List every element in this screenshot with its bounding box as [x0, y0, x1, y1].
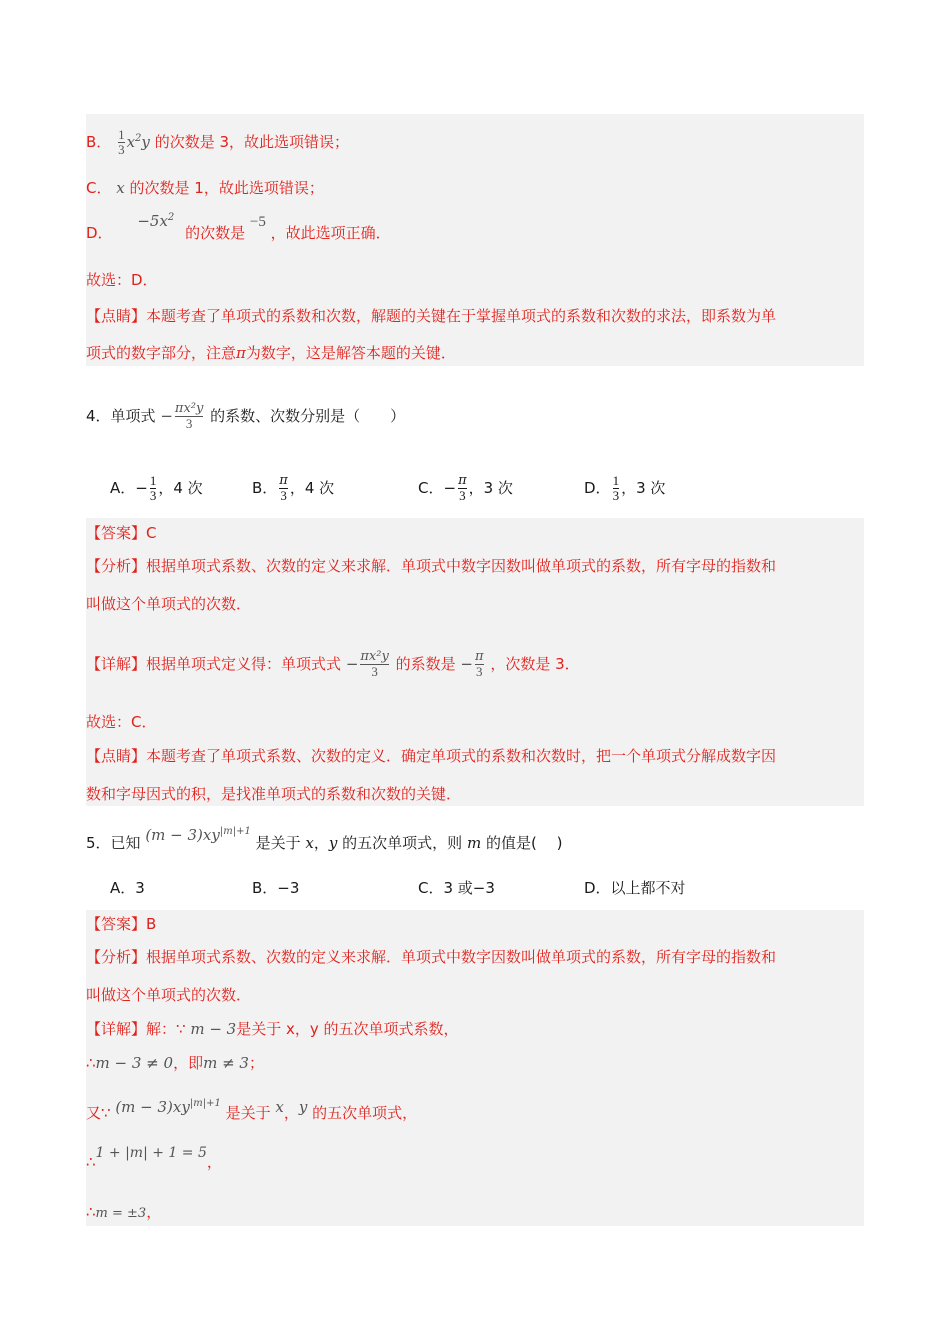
q4-detail-text-c: ，次数是 3． — [490, 655, 580, 673]
q3-note-text2a: 项式的数字部分，注意 — [86, 344, 237, 362]
q5-step1-expr: m − 3 ≠ 0 — [95, 1054, 174, 1072]
q4-c-tail: ，3 次 — [468, 479, 513, 497]
q5-detail-tag: 【详解】 — [86, 1020, 147, 1038]
q4-expr-num: πx²y — [174, 401, 204, 416]
q4-prefix: 4．单项式 — [86, 407, 156, 425]
q5-step4-expr: m = ±3 — [95, 1206, 147, 1221]
q3-c-prefix: C． — [86, 179, 112, 197]
q5-detail-text-a: 解：∵ — [146, 1020, 186, 1038]
q5-step2-comma: ， — [283, 1104, 299, 1122]
q5-step2-expr: $(m - 3)xy^{|m|+1}$ — [115, 1098, 221, 1116]
q5-analysis-text1: 根据单项式系数、次数的定义来求解．单项式中数字因数叫做单项式的系数，所有字母的指数和 — [146, 948, 777, 966]
q5-step3-a: ∴ — [86, 1153, 96, 1171]
q4-note-tag: 【点睛】 — [86, 747, 147, 765]
q4-a-sign: − — [135, 479, 148, 497]
q5-answer — [86, 914, 156, 934]
q4-analysis-line1 — [86, 556, 776, 576]
q3-b-prefix: B． — [86, 133, 112, 151]
q4-d-label: D． — [584, 479, 611, 497]
q4-b-tail: ，4 次 — [289, 479, 335, 497]
q5-analysis-line1 — [86, 947, 776, 967]
q4-b-label: B． — [252, 479, 278, 497]
q5-option-c: C．3 或−3 — [418, 879, 495, 897]
q5-mid2: 的五次单项式，则 — [342, 834, 463, 852]
q3-option-c-line — [86, 178, 324, 198]
q4-option-d — [584, 474, 665, 503]
q4-expr-den: 3 — [185, 416, 193, 431]
q4-analysis-line2: 叫做这个单项式的次数． — [86, 595, 252, 613]
q5-step3-b: ， — [206, 1153, 222, 1171]
q5-answer-value: B — [146, 915, 157, 933]
q3-note-tag: 【点睛】 — [86, 307, 147, 325]
q4-detail-tag: 【详解】 — [86, 655, 147, 673]
q3-b-coef-num: 1 — [118, 127, 125, 142]
q5-detail — [86, 1019, 459, 1039]
q5-option-b: B．−3 — [252, 879, 300, 897]
q4-choose: 故选：C． — [86, 713, 157, 731]
q3-d-expr: $-5x^2$ — [137, 212, 175, 230]
q5-step2-y: y — [298, 1098, 308, 1116]
q4-detail-text-b: 的系数是 — [395, 655, 456, 673]
q3-b-text: 的次数是 3，故此选项错误； — [154, 133, 350, 151]
q5-step2-b: 是关于 — [225, 1104, 271, 1122]
q5-analysis-tag: 【分析】 — [86, 948, 147, 966]
q5-step2-x: x — [275, 1098, 284, 1116]
q3-d-prefix: D． — [86, 224, 113, 242]
q5-step3 — [86, 1145, 222, 1173]
q3-b-var: $x^2y$ — [126, 133, 150, 151]
q4-c-label: C． — [418, 479, 444, 497]
q5-step4 — [86, 1202, 161, 1224]
q5-answer-tag: 【答案】 — [86, 915, 147, 933]
q4-a-tail: ，4 次 — [158, 479, 203, 497]
q3-c-text: 的次数是 1，故此选项错误； — [129, 179, 324, 197]
q5-detail-text-b: 是关于 x，y 的五次单项式系数， — [236, 1020, 459, 1038]
q4-detail-expr: − $\frac{\text{πx²y}}{3}$ — [345, 649, 389, 679]
q3-note-pi: π — [236, 344, 246, 362]
q4-a-label: A． — [110, 479, 136, 497]
q4-detail — [86, 650, 580, 679]
q3-choose: 故选：D． — [86, 271, 158, 289]
q5-step1 — [86, 1053, 264, 1073]
q5-step3-expr: 1 + |m| + 1 = 5 — [95, 1145, 207, 1161]
q3-d-value: −5 — [249, 214, 266, 230]
q3-d-text2: ，故此选项正确． — [270, 224, 391, 242]
q5-step4-b: ， — [146, 1203, 162, 1221]
q4-analysis-text1: 根据单项式系数、次数的定义来求解．单项式中数字因数叫做单项式的系数，所有字母的指数和 — [146, 557, 777, 575]
q4-option-a — [110, 474, 203, 503]
q4-note-text1: 本题考查了单项式系数、次数的定义．确定单项式的系数和次数时，把一个单项式分解成数字因 — [146, 747, 777, 765]
q5-step2-c: 的五次单项式， — [312, 1104, 418, 1122]
q4-answer-value: C — [146, 524, 157, 542]
q5-step2 — [86, 1100, 417, 1123]
q4-b-fraction: $\frac{\pi}{3}$ — [279, 473, 288, 503]
q4-c-sign: − — [443, 479, 457, 497]
q5-step1-a: ∴ — [86, 1054, 96, 1072]
q5-analysis-line2: 叫做这个单项式的次数． — [86, 986, 252, 1004]
q5-m: m — [466, 834, 482, 852]
q4-detail-text-a: 根据单项式定义得：单项式式 — [146, 655, 342, 673]
q4-a-fraction: $\frac{1}{3}$ — [149, 473, 157, 503]
q5-step1-c: ； — [248, 1054, 264, 1072]
q3-note-line1 — [86, 306, 776, 326]
q4-detail-coef: − $\frac{\pi}{3}$ — [460, 649, 484, 679]
q5-option-a: A．3 — [110, 879, 145, 897]
q4-suffix: 的系数、次数分别是（ ） — [210, 407, 406, 425]
q4-answer — [86, 523, 157, 543]
q4-analysis-tag: 【分析】 — [86, 557, 147, 575]
q5-suffix: 的值是( ) — [485, 834, 563, 852]
q4-note-line1 — [86, 746, 776, 766]
q3-option-b-line — [86, 128, 349, 157]
q3-b-coef-den: 3 — [118, 142, 125, 157]
q4-option-b — [252, 474, 334, 503]
q4-d-tail: ，3 次 — [621, 479, 666, 497]
q3-c-expr: x — [116, 179, 125, 197]
q5-detail-expr: m − 3 — [190, 1020, 237, 1038]
q5-expr: $(m - 3)xy^{|m|+1}$ — [145, 826, 251, 844]
q3-b-coef-fraction — [118, 128, 125, 157]
q5-question — [86, 826, 563, 853]
q5-mid: 是关于 — [255, 834, 301, 852]
q3-note-text2b: 为数字，这是解答本题的关键． — [245, 344, 456, 362]
q4-d-fraction: $\frac{1}{3}$ — [612, 473, 620, 503]
q5-step1-expr2: m ≠ 3 — [203, 1054, 249, 1072]
q4-c-fraction: $\frac{\pi}{3}$ — [458, 473, 467, 503]
q5-x: x — [305, 834, 314, 852]
q3-d-text1: 的次数是 — [185, 224, 246, 242]
q5-step4-a: ∴ — [86, 1203, 96, 1221]
q5-comma: ， — [313, 834, 329, 852]
q5-step2-a: 又∵ — [86, 1104, 111, 1122]
q3-note-text1: 本题考查了单项式的系数和次数，解题的关键在于掌握单项式的系数和次数的求法，即系数为单 — [146, 307, 777, 325]
q5-prefix: 5．已知 — [86, 834, 141, 852]
q5-step1-b: ，即 — [173, 1054, 204, 1072]
q4-note-line2: 数和字母因式的积，是找准单项式的系数和次数的关键． — [86, 785, 462, 803]
q3-note-line2 — [86, 343, 456, 363]
q5-y: y — [328, 834, 338, 852]
q4-option-c — [418, 474, 513, 503]
q4-question — [86, 402, 405, 431]
q5-option-d: D．以上都不对 — [584, 879, 686, 897]
q3-option-d-line — [86, 212, 391, 244]
q4-expr: − $\frac{\text{πx²y}}{3}$ — [160, 401, 204, 431]
q4-answer-tag: 【答案】 — [86, 524, 147, 542]
